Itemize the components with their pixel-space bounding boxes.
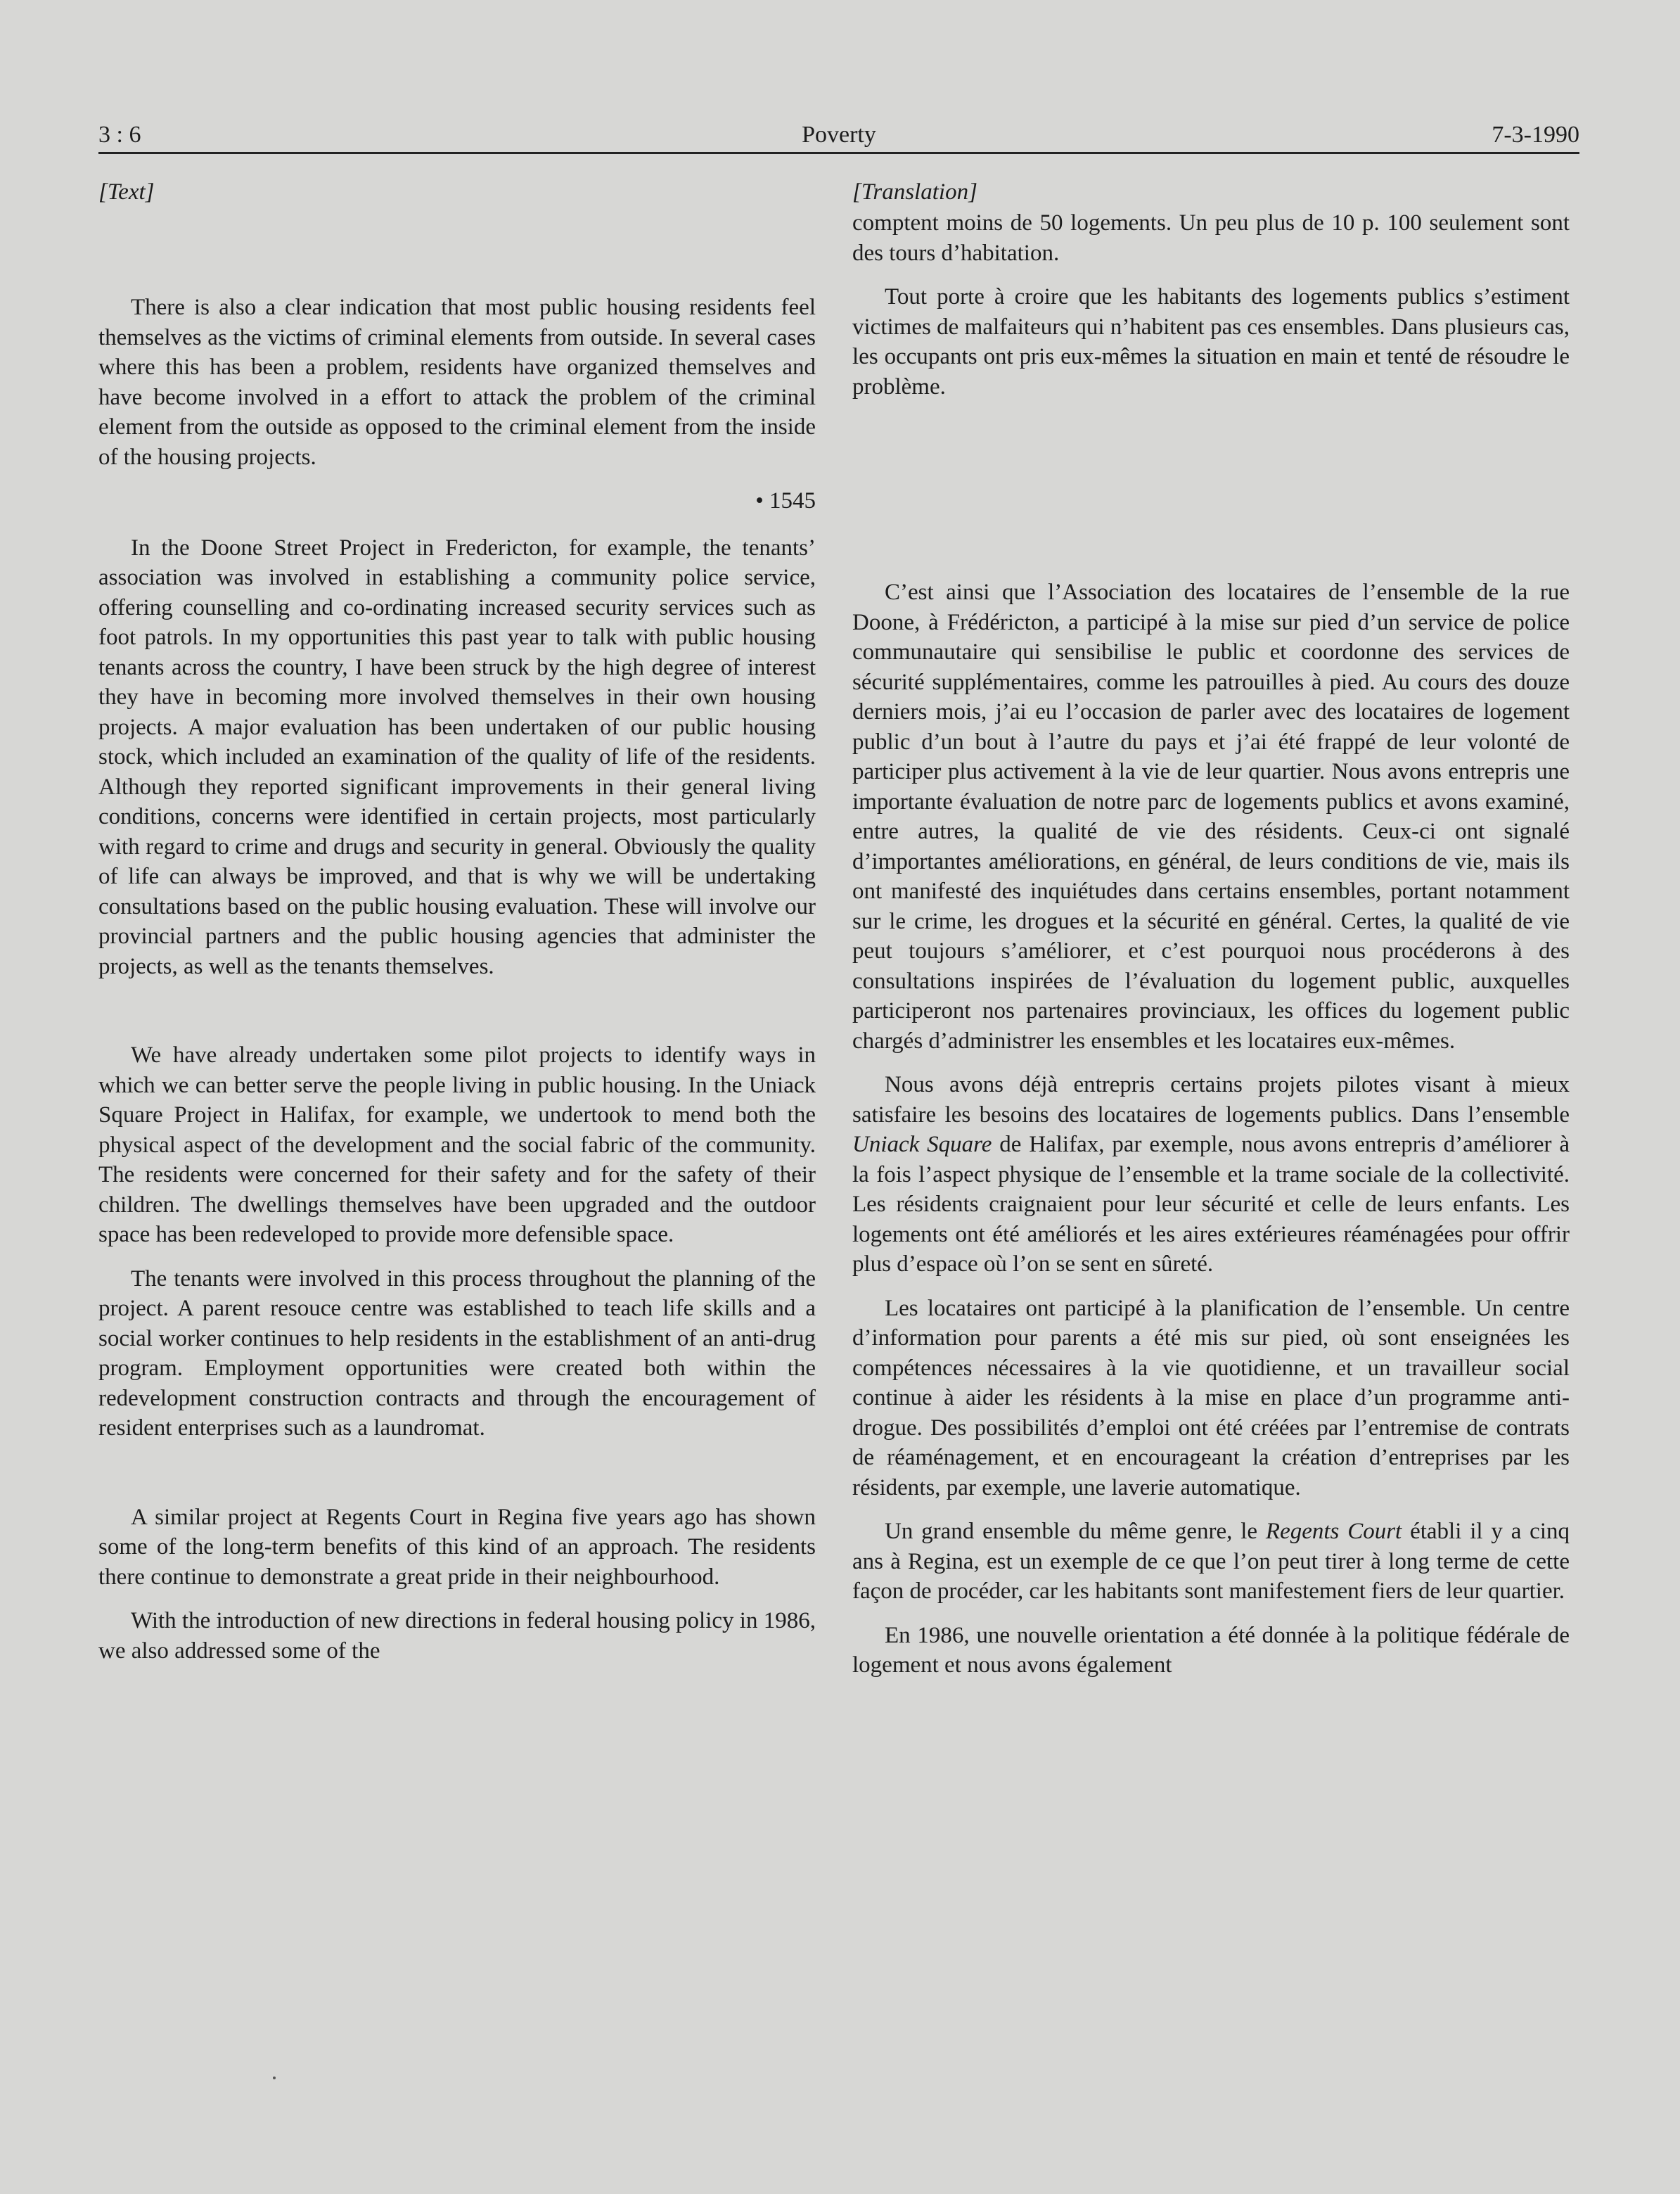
fr-paragraph-3: Nous avons déjà entrepris certains projets pilotes visant à mieux satisfaire les besoins des locataires de logements publics. Dans l’ensemble Uniack Square de Halifax, par exemple, nous avons entrepris d’améliorer à la fois l’aspect physique de l’ensemble et la trame sociale de la collectivité. Les résidents craignaient pour leur sécurité et celle de leurs enfants. Les logements ont été améliorés et les aires extérieures réaménagées pour offrir plus d’espace où l’on se sent en sûreté. (852, 1072, 1570, 1277)
time-marker: • 1545 (755, 488, 816, 514)
fr-paragraph-0: comptent moins de 50 logements. Un peu plus de 10 p. 100 seulement sont des tours d’habitation. (852, 210, 1570, 266)
en-paragraph-1: There is also a clear indication that most public housing residents feel themselves as the victims of criminal elements from outside. In several cases where this has been a problem, residents have organized themselves and have become involved in a effort to attack the problem of the criminal element from the outside as opposed to the criminal element from the inside of the housing projects. (98, 295, 816, 470)
en-paragraph-4: The tenants were involved in this process throughout the planning of the project. A parent resouce centre was established to teach life skills and a social worker continues to help residents in the establishment of an anti-drug program. Employment opportunities were created both within the redevelopment construction contracts and through the encouragement of resident enterprises such as a laundromat. (98, 1265, 816, 1441)
page-header (98, 118, 1579, 152)
en-paragraph-5: A similar project at Regents Court in Regina five years ago has shown some of the long-term benefits of this kind of an approach. The residents there continue to demonstrate a great pride in their neighbourhood. (98, 1504, 816, 1590)
header-rule (98, 152, 1579, 154)
page-date: 7-3-1990 (1492, 122, 1579, 148)
en-paragraph-6: With the introduction of new directions in federal housing policy in 1986, we also addressed some of the (98, 1608, 816, 1664)
fr-paragraph-4: Les locataires ont participé à la planification de l’ensemble. Un centre d’information pour parents a été mis sur pied, où sont enseignées les compétences nécessaires à la vie quotidienne, et un travailleur social continue à aider les résidents à la mise en place d’un programme anti-drogue. Des possibilités d’emploi ont été créées par l’entremise de contrats de réaménagement, et en encourageant la création d’entreprises par les résidents, par exemple, une laverie automatique. (852, 1295, 1570, 1500)
en-paragraph-2: In the Doone Street Project in Fredericton, for example, the tenants’ association was involved in establishing a community police service, offering counselling and co-ordinating increased security services such as foot patrols. In my opportunities this past year to talk with public housing tenants across the country, I have been struck by the high degree of interest they have in becoming more involved themselves in their own housing projects. A major evaluation has been undertaken of our public housing stock, which included an examination of the quality of life of the residents. Although they reported significant improvements in their general living conditions, concerns were identified in certain projects, most particularly with regard to crime and drugs and security in general. Obviously the quality of life can always be improved, and that is why we will be undertaking consultations based on the public housing evaluation. These will involve our provincial partners and the public housing agencies that administer the projects, as well as the tenants themselves. (98, 535, 816, 979)
committee-title: Poverty (802, 122, 876, 148)
stray-mark (273, 2077, 276, 2079)
regents-court-name: Regents Court (1265, 1519, 1402, 1544)
fr-paragraph-2: C’est ainsi que l’Association des locataires de l’ensemble de la rue Doone, à Frédéricton, a participé à la mise sur pied d’un service de police communautaire qui sensibilise le public et coordonne des services de sécurité supplémentaires, comme les patrouilles à pied. Au cours des douze derniers mois, j’ai eu l’occasion de parler avec des locataires de logement public d’un bout à l’autre du pays et j’ai été frappé de leur volonté de participer plus activement à la vie de leur quartier. Nous avons entrepris une importante évaluation de notre parc de logements publics et avons examiné, entre autres, la qualité de vie des résidents. Ceux-ci ont signalé d’importantes améliorations, en général, de leurs conditions de vie, mais ils ont manifesté des inquiétudes dans certains ensembles, portant notamment sur le crime, les drogues et la sécurité en général. Certes, la qualité de vie peut toujours s’améliorer, et c’est pourquoi nous procéderons à des consultations inspirées de l’évaluation du logement public, auxquelles participeront nos partenaires provinciaux, les offices du logement public chargés d’administrer les ensembles et les locataires eux-mêmes. (852, 580, 1570, 1054)
fr-paragraph-5: Un grand ensemble du même genre, le Regents Court établi il y a cinq ans à Regina, est un exemple de ce que l’on peut tirer à long terme de cette façon de procéder, car les habitants sont manifestement fiers de leur quartier. (852, 1519, 1570, 1604)
translation-label: [Translation] (852, 179, 977, 205)
fr-paragraph-1: Tout porte à croire que les habitants des logements publics s’estiment victimes de malfaiteurs qui n’habitent pas ces ensembles. Dans plusieurs cas, les occupants ont pris eux-mêmes la situation en main et tenté de résoudre le problème. (852, 284, 1570, 400)
en-paragraph-3: We have already undertaken some pilot projects to identify ways in which we can better serve the people living in public housing. In the Uniack Square Project in Halifax, for example, we undertook to mend both the physical aspect of the development and the social fabric of the community. The residents were concerned for their safety and for the safety of their children. The dwellings themselves have been upgraded and the outdoor space has been redeveloped to provide more defensible space. (98, 1042, 816, 1247)
fr-paragraph-6: En 1986, une nouvelle orientation a été donnée à la politique fédérale de logement et nous avons également (852, 1622, 1570, 1678)
uniack-square-name: Uniack Square (852, 1132, 992, 1157)
english-column (98, 176, 816, 1666)
page-number: 3 : 6 (98, 122, 141, 148)
text-label: [Text] (98, 179, 155, 205)
french-column (852, 176, 1570, 1680)
